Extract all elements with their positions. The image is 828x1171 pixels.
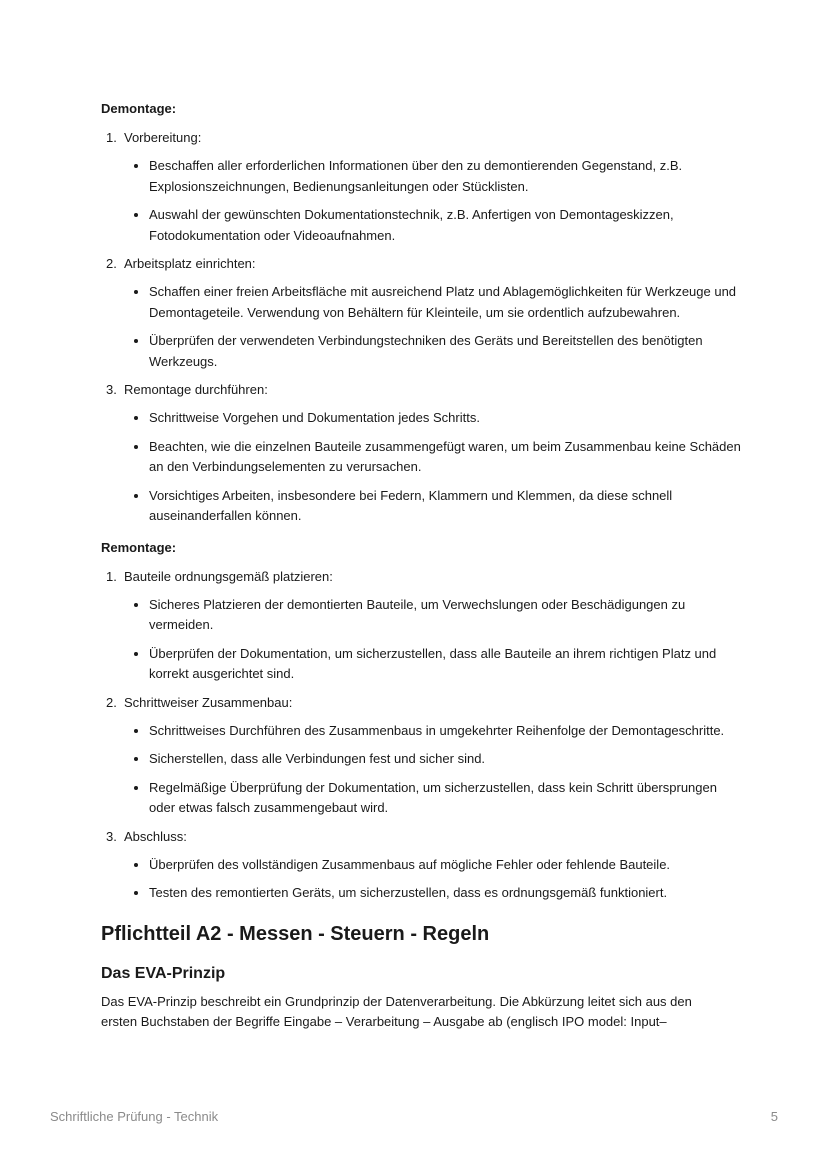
step-title: Vorbereitung: bbox=[124, 130, 202, 145]
subsection-title: Das EVA-Prinzip bbox=[101, 964, 226, 982]
bullet-item: Beschaffen aller erforderlichen Informationen über den zu demontierenden Gegenstand, z.B. Explosionszeichnungen, Bedienungsanleitungen oder Stücklisten. bbox=[124, 156, 741, 197]
step-number: 1. bbox=[106, 130, 117, 145]
step-title: Abschluss: bbox=[124, 828, 187, 844]
step-title: Bauteile ordnungsgemäß platzieren: bbox=[124, 568, 333, 584]
remontage-steps bbox=[101, 567, 741, 904]
bullet-item: Schrittweises Durchführen des Zusammenbaus in umgekehrter Reihenfolge der Demontageschritte. bbox=[124, 721, 741, 742]
bullet-item: Sicheres Platzieren der demontierten Bauteile, um Verwechslungen oder Beschädigungen zu vermeiden. bbox=[124, 595, 741, 636]
step-item bbox=[101, 827, 741, 904]
bullet-list bbox=[124, 156, 741, 246]
step-item bbox=[101, 128, 741, 246]
step-item bbox=[101, 254, 741, 372]
bullet-item: Regelmäßige Überprüfung der Dokumentation, um sicherzustellen, dass kein Schritt übersprungen oder etwas falsch zusammengebaut wird. bbox=[124, 778, 741, 819]
bullet-item: Vorsichtiges Arbeiten, insbesondere bei Federn, Klammern und Klemmen, da diese schnell auseinanderfallen können. bbox=[124, 486, 741, 527]
step-item bbox=[101, 380, 741, 527]
eva-paragraph: Das EVA-Prinzip beschreibt ein Grundprinzip der Datenverarbeitung. Die Abkürzung leitet sich aus den ersten Buchstaben der Begriffe Eingabe – Verarbeitung – Ausgabe ab (englisch IPO model: Input– bbox=[101, 993, 692, 1029]
remontage-heading: Remontage: bbox=[101, 539, 177, 555]
demontage-steps bbox=[101, 128, 741, 527]
footer-title: Schriftliche Prüfung - Technik bbox=[50, 1109, 219, 1124]
page-number: 5 bbox=[770, 1109, 778, 1124]
bullet-list bbox=[124, 595, 741, 685]
step-title: Schrittweiser Zusammenbau: bbox=[124, 694, 293, 710]
bullet-list bbox=[124, 408, 741, 527]
bullet-item: Schrittweise Vorgehen und Dokumentation jedes Schritts. bbox=[124, 408, 741, 429]
page-content bbox=[101, 99, 741, 1033]
demontage-heading: Demontage: bbox=[101, 101, 177, 116]
bullet-list bbox=[124, 282, 741, 372]
step-number: 2. bbox=[106, 256, 117, 271]
step-number: 3. bbox=[106, 828, 117, 844]
bullet-item: Überprüfen des vollständigen Zusammenbaus auf mögliche Fehler oder fehlende Bauteile. bbox=[124, 855, 741, 876]
bullet-list bbox=[124, 855, 741, 904]
step-number: 2. bbox=[106, 694, 117, 710]
step-title: Remontage durchführen: bbox=[124, 382, 268, 397]
bullet-item: Überprüfen der verwendeten Verbindungstechniken des Geräts und Bereitstellen des benötigten Werkzeugs. bbox=[124, 331, 741, 372]
bullet-list bbox=[124, 721, 741, 819]
bullet-item: Testen des remontierten Geräts, um sicherzustellen, dass es ordnungsgemäß funktioniert. bbox=[124, 883, 741, 904]
bullet-item: Schaffen einer freien Arbeitsfläche mit ausreichend Platz und Ablagemöglichkeiten für Werkzeuge und Demontageteile. Verwendung von Behältern für Kleinteile, um sie ordentlich aufzubewahren. bbox=[124, 282, 741, 323]
step-title: Arbeitsplatz einrichten: bbox=[124, 256, 256, 271]
step-number: 1. bbox=[106, 568, 117, 584]
bullet-item: Sicherstellen, dass alle Verbindungen fest und sicher sind. bbox=[124, 749, 741, 770]
step-item bbox=[101, 567, 741, 685]
step-item bbox=[101, 693, 741, 819]
section-title: Pflichtteil A2 - Messen - Steuern - Regeln bbox=[101, 922, 490, 945]
bullet-item: Beachten, wie die einzelnen Bauteile zusammengefügt waren, um beim Zusammenbau keine Schäden an den Verbindungselementen zu verursachen. bbox=[124, 437, 741, 478]
bullet-item: Auswahl der gewünschten Dokumentationstechnik, z.B. Anfertigen von Demontageskizzen, Fotodokumentation oder Videoaufnahmen. bbox=[124, 205, 741, 246]
bullet-item: Überprüfen der Dokumentation, um sicherzustellen, dass alle Bauteile an ihrem richtigen Platz und korrekt ausgerichtet sind. bbox=[124, 644, 741, 685]
step-number: 3. bbox=[106, 382, 117, 397]
